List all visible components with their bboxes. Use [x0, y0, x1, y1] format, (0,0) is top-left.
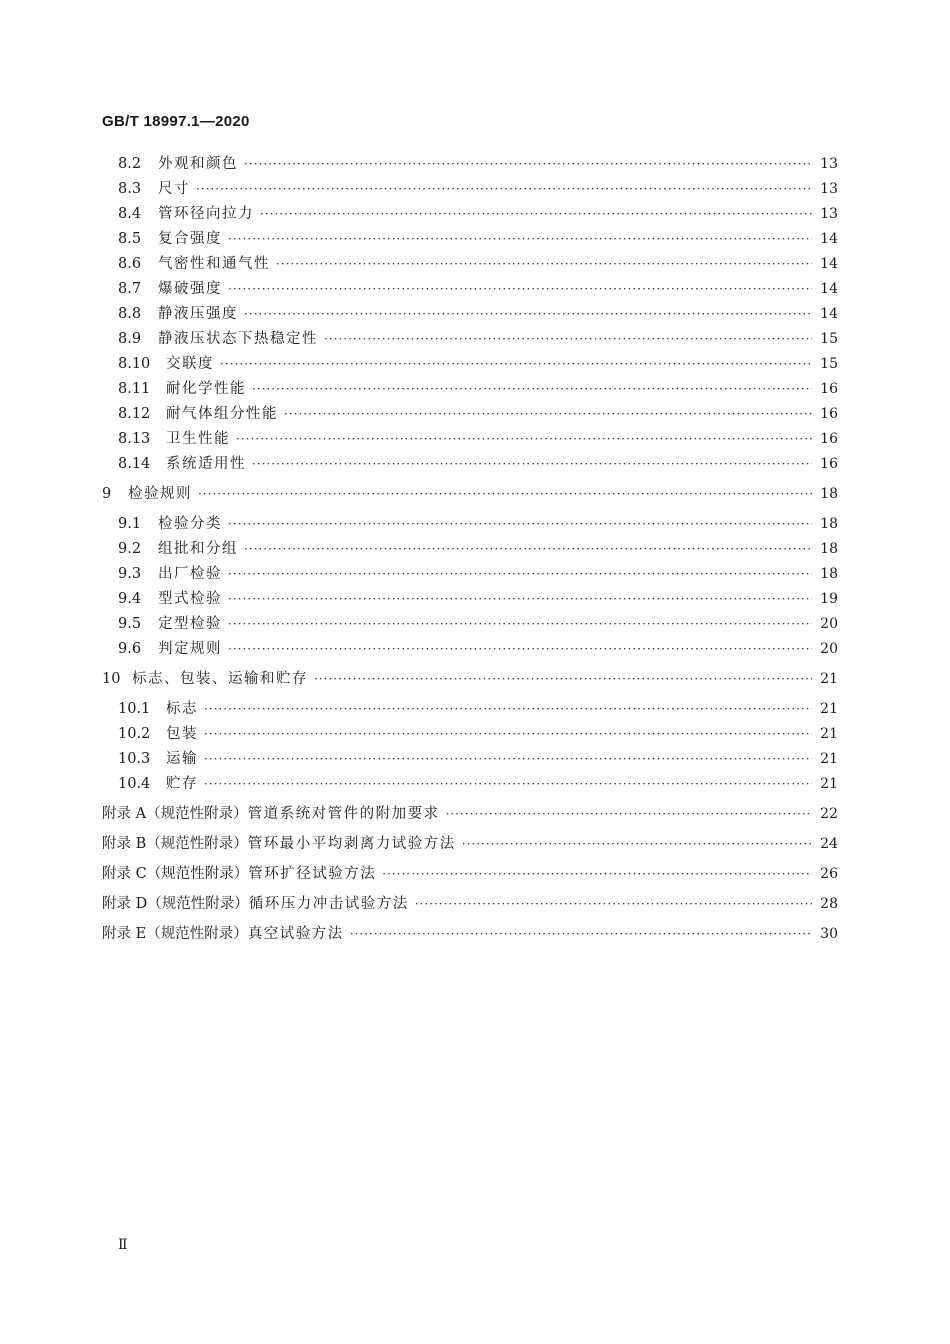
toc-entry-number: 8.12 [118, 406, 151, 422]
toc-entry[interactable] [102, 747, 838, 772]
toc-entry[interactable] [102, 562, 838, 587]
toc-entry-number: 8.3 [118, 181, 142, 197]
toc-entry-number: 10.1 [118, 701, 151, 717]
toc-entry-title: 耐化学性能 [166, 381, 246, 397]
toc-entry-number: 10.3 [118, 751, 151, 767]
toc-entry-title: 管环扩径试验方法 [248, 866, 377, 882]
toc-entry-number: 8.6 [118, 256, 142, 272]
toc-entry-page: 13 [820, 206, 838, 222]
toc-entry[interactable] [102, 452, 838, 477]
toc-entry[interactable] [102, 922, 838, 947]
toc-entry-title: 真空试验方法 [247, 926, 344, 942]
toc-entry-number: 9.4 [118, 591, 142, 607]
toc-entry-page: 15 [820, 356, 838, 372]
toc-entry-number: 9.1 [118, 516, 142, 532]
toc-leader-dots [228, 277, 812, 302]
toc-entry-number: 8.4 [118, 206, 142, 222]
toc-leader-dots [462, 832, 812, 857]
toc-entry-number: 10.2 [118, 726, 151, 742]
toc-entry-page: 26 [820, 866, 838, 882]
toc-entry[interactable] [102, 427, 838, 452]
standard-number-header: GB/T 18997.1—2020 [102, 113, 250, 130]
toc-entry-page: 21 [820, 751, 838, 767]
toc-entry-number: 9 [102, 486, 112, 502]
toc-leader-dots [382, 862, 812, 887]
toc-entry-title: 卫生性能 [166, 431, 230, 447]
toc-entry-page: 14 [820, 281, 838, 297]
toc-entry-page: 16 [820, 406, 838, 422]
toc-entry-page: 16 [820, 456, 838, 472]
toc-entry[interactable] [102, 637, 838, 662]
toc-entry-title: 静液压状态下热稳定性 [158, 331, 318, 347]
toc-leader-dots [228, 227, 812, 252]
toc-entry-title: 尺寸 [158, 181, 190, 197]
toc-entry-number: 8.8 [118, 306, 142, 322]
toc-entry-number: 8.7 [118, 281, 142, 297]
toc-entry-title: 包装 [166, 726, 198, 742]
toc-leader-dots [228, 637, 812, 662]
toc-entry-page: 15 [820, 331, 838, 347]
toc-leader-dots [350, 922, 812, 947]
toc-leader-dots [324, 327, 812, 352]
toc-leader-dots [284, 402, 812, 427]
toc-entry[interactable] [102, 892, 838, 917]
toc-entry[interactable] [102, 587, 838, 612]
toc-leader-dots [204, 772, 812, 797]
toc-entry-page: 20 [820, 641, 838, 657]
toc-leader-dots [228, 587, 812, 612]
toc-entry-title: 型式检验 [158, 591, 222, 607]
toc-entry-number: 8.2 [118, 156, 142, 172]
toc-entry-title: 气密性和通气性 [158, 256, 270, 272]
toc-leader-dots [204, 697, 812, 722]
toc-entry-number: 9.5 [118, 616, 142, 632]
toc-leader-dots [196, 177, 812, 202]
toc-leader-dots [236, 427, 812, 452]
toc-entry-title: 耐气体组分性能 [166, 406, 278, 422]
toc-entry-number: 8.9 [118, 331, 142, 347]
toc-entry[interactable] [102, 177, 838, 202]
toc-entry-title: 检验规则 [128, 486, 192, 502]
toc-leader-dots [244, 152, 812, 177]
toc-entry[interactable] [102, 612, 838, 637]
toc-entry-page: 20 [820, 616, 838, 632]
toc-entry-page: 18 [820, 541, 838, 557]
toc-entry-page: 18 [820, 486, 838, 502]
toc-entry-title: 系统适用性 [166, 456, 246, 472]
toc-entry[interactable] [102, 277, 838, 302]
toc-entry-title: 外观和颜色 [158, 156, 238, 172]
toc-entry-number: 8.5 [118, 231, 142, 247]
toc-entry-title: 管环径向拉力 [158, 206, 254, 222]
toc-leader-dots [276, 252, 812, 277]
toc-entry-number: 8.13 [118, 431, 151, 447]
toc-leader-dots [220, 352, 812, 377]
toc-entry-number: 8.10 [118, 356, 151, 372]
toc-entry[interactable] [102, 402, 838, 427]
toc-entry-number: 9.3 [118, 566, 142, 582]
toc-entry-title: 运输 [166, 751, 198, 767]
toc-entry-title: 定型检验 [158, 616, 222, 632]
toc-entry-page: 13 [820, 181, 838, 197]
toc-entry-page: 21 [820, 701, 838, 717]
toc-entry-page: 14 [820, 256, 838, 272]
toc-leader-dots [228, 562, 812, 587]
toc-entry-title: 判定规则 [158, 641, 222, 657]
toc-entry-page: 30 [820, 926, 838, 942]
page-number: Ⅱ [118, 1237, 128, 1253]
toc-entry[interactable] [102, 722, 838, 747]
toc-entry-number: 附录 C（规范性附录） [102, 866, 249, 882]
toc-entry-title: 静液压强度 [158, 306, 238, 322]
toc-entry-title: 组批和分组 [158, 541, 238, 557]
toc-entry-number: 附录 E（规范性附录） [102, 926, 248, 942]
toc-leader-dots [244, 302, 812, 327]
toc-entry-title: 管道系统对管件的附加要求 [247, 806, 440, 822]
toc-entry-page: 18 [820, 516, 838, 532]
toc-entry-title: 检验分类 [158, 516, 222, 532]
toc-leader-dots [244, 537, 812, 562]
toc-entry[interactable] [102, 512, 838, 537]
toc-leader-dots [252, 452, 812, 477]
toc-entry-number: 附录 B（规范性附录） [102, 836, 248, 852]
toc-entry-page: 16 [820, 381, 838, 397]
toc-entry-number: 附录 D（规范性附录） [102, 896, 249, 912]
toc-leader-dots [204, 722, 812, 747]
toc-entry[interactable] [102, 152, 838, 177]
toc-entry-title: 管环最小平均剥离力试验方法 [247, 836, 456, 852]
toc-entry-page: 13 [820, 156, 838, 172]
toc-entry-number: 9.6 [118, 641, 142, 657]
toc-leader-dots [314, 667, 812, 692]
toc-entry[interactable] [102, 252, 838, 277]
toc-entry-number: 9.2 [118, 541, 142, 557]
toc-entry[interactable] [102, 327, 838, 352]
toc-entry-title: 标志 [166, 701, 198, 717]
toc-entry-title: 循环压力冲击试验方法 [248, 896, 409, 912]
toc-entry[interactable] [102, 667, 838, 692]
toc-entry[interactable] [102, 802, 838, 827]
toc-entry-page: 14 [820, 231, 838, 247]
toc-leader-dots [415, 892, 812, 917]
toc-entry-title: 爆破强度 [158, 281, 222, 297]
toc-entry[interactable] [102, 832, 838, 857]
toc-entry-title: 出厂检验 [158, 566, 222, 582]
toc-entry-number: 10.4 [118, 776, 151, 792]
toc-entry[interactable] [102, 537, 838, 562]
toc-entry-title: 复合强度 [158, 231, 222, 247]
toc-leader-dots [252, 377, 812, 402]
toc-entry-title: 标志、包装、运输和贮存 [132, 671, 308, 687]
toc-entry-page: 16 [820, 431, 838, 447]
toc-leader-dots [260, 202, 812, 227]
toc-entry-number: 8.11 [118, 381, 151, 397]
toc-entry-title: 交联度 [166, 356, 214, 372]
toc-entry[interactable] [102, 352, 838, 377]
toc-leader-dots [228, 512, 812, 537]
toc-entry-page: 22 [820, 806, 838, 822]
toc-entry[interactable] [102, 862, 838, 887]
toc-entry-page: 14 [820, 306, 838, 322]
toc-entry-number: 10 [102, 671, 121, 687]
toc-entry-page: 21 [820, 726, 838, 742]
toc-entry[interactable] [102, 697, 838, 722]
toc-entry-page: 21 [820, 776, 838, 792]
toc-entry[interactable] [102, 482, 838, 507]
toc-entry[interactable] [102, 302, 838, 327]
toc-entry[interactable] [102, 772, 838, 797]
toc-leader-dots [198, 482, 812, 507]
toc-leader-dots [446, 802, 812, 827]
toc-entry-page: 19 [820, 591, 838, 607]
toc-entry-page: 24 [820, 836, 838, 852]
toc-entry[interactable] [102, 227, 838, 252]
toc-entry[interactable] [102, 202, 838, 227]
toc-entry[interactable] [102, 377, 838, 402]
toc-entry-page: 18 [820, 566, 838, 582]
toc-entry-number: 附录 A（规范性附录） [102, 806, 248, 822]
toc-leader-dots [204, 747, 812, 772]
table-of-contents [102, 152, 838, 947]
toc-entry-page: 28 [820, 896, 838, 912]
toc-leader-dots [228, 612, 812, 637]
toc-entry-title: 贮存 [166, 776, 198, 792]
toc-entry-number: 8.14 [118, 456, 151, 472]
toc-entry-page: 21 [820, 671, 838, 687]
